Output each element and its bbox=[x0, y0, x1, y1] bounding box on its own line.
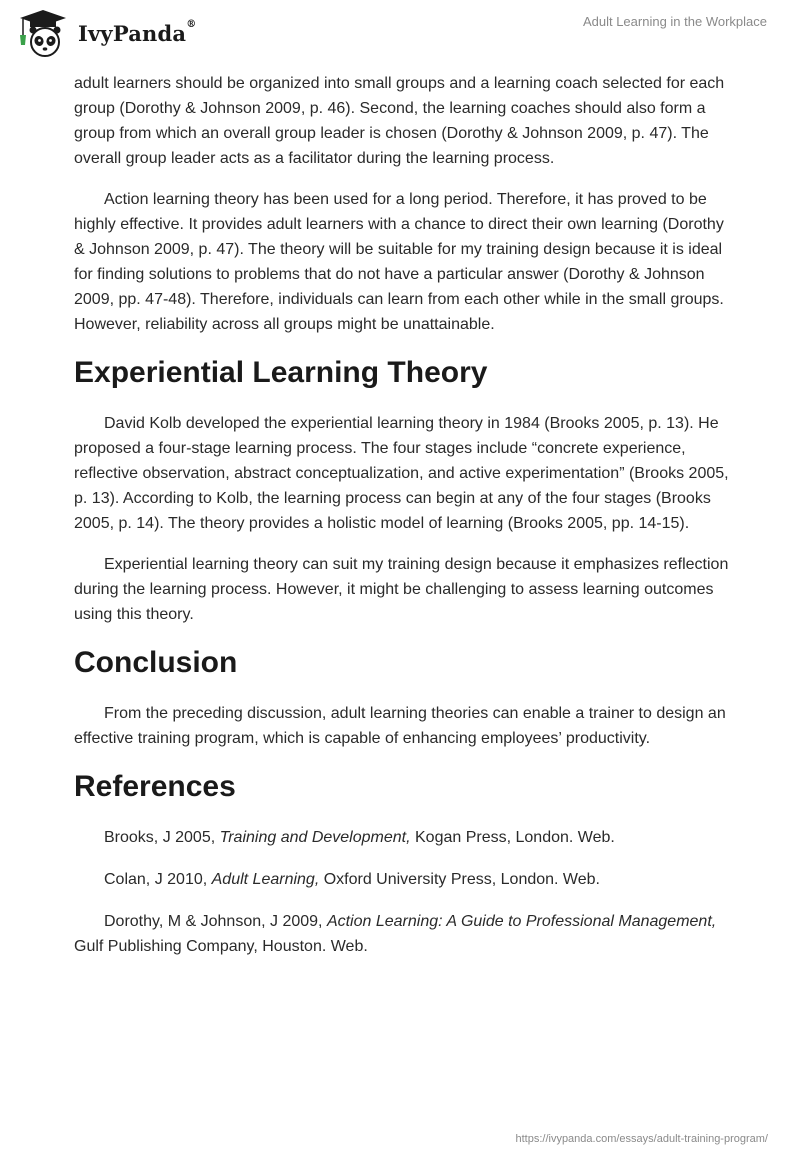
page-header bbox=[0, 0, 800, 70]
heading-references: References bbox=[74, 770, 236, 803]
essay-body bbox=[74, 71, 734, 976]
source-url[interactable]: https://ivypanda.com/essays/adult-training-program/ bbox=[515, 1133, 768, 1145]
reference-item: Colan, J 2010, Adult Learning, Oxford University Press, London. Web. bbox=[104, 871, 600, 888]
reference-item: Dorothy, M & Johnson, J 2009, Action Learning: A Guide to Professional Management, Gulf Publishing Company, Houston. Web. bbox=[74, 913, 717, 955]
paragraph-conclusion: From the preceding discussion, adult learning theories can enable a trainer to design an effective training program, which is capable of enhancing employees’ productivity. bbox=[74, 705, 726, 747]
panda-graduate-icon bbox=[14, 8, 72, 58]
heading-conclusion: Conclusion bbox=[74, 646, 238, 679]
paragraph-suitability: Experiential learning theory can suit my training design because it emphasizes reflection during the learning process. However, it might be challenging to assess learning outcomes using this theory. bbox=[74, 556, 729, 623]
paragraph-action-learning: Action learning theory has been used for a long period. Therefore, it has proved to be highly effective. It provides adult learners with a chance to direct their own learning (Dorothy & Johnson 2009, p. 47). The theory will be suitable for my training design because it is ideal for finding solutions to problems that do not have a particular answer (Dorothy & Johnson 2009, pp. 47-48). Therefore, individuals can learn from each other while in the small groups. However, reliability across all groups might be unattainable. bbox=[74, 191, 724, 333]
ivypanda-logo[interactable] bbox=[14, 8, 196, 58]
paragraph-kolb: David Kolb developed the experiential learning theory in 1984 (Brooks 2005, p. 13). He proposed a four-stage learning process. The four stages include “concrete experience, reflective observation, abstract conceptualization, and active experimentation” (Brooks 2005, p. 13). According to Kolb, the learning process can begin at any of the four stages (Brooks 2005, p. 14). The theory provides a holistic model of learning (Brooks 2005, pp. 14-15). bbox=[74, 415, 729, 532]
paragraph-intro: adult learners should be organized into small groups and a learning coach selected for each group (Dorothy & Johnson 2009, p. 46). Second, the learning coaches should also form a group from which an overall group leader is chosen (Dorothy & Johnson 2009, p. 47). The overall group leader acts as a facilitator during the learning process. bbox=[74, 75, 725, 167]
heading-experiential-learning: Experiential Learning Theory bbox=[74, 356, 488, 389]
document-title: Adult Learning in the Workplace bbox=[582, 14, 767, 29]
reference-item: Brooks, J 2005, Training and Development, Kogan Press, London. Web. bbox=[104, 829, 615, 846]
brand-name: IvyPanda® bbox=[78, 18, 197, 46]
